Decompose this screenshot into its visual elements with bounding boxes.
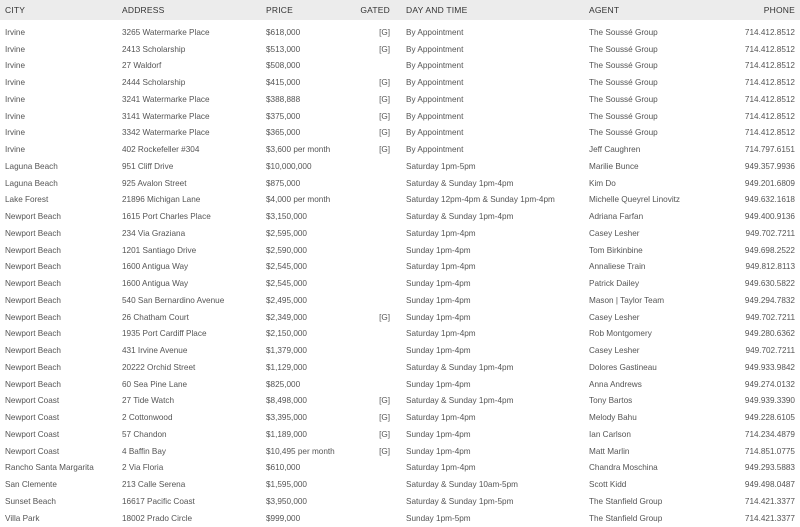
cell-gated: [346, 192, 392, 209]
table-row[interactable]: [0, 409, 800, 426]
table-header: [0, 0, 800, 20]
cell-city: Irvine: [5, 78, 26, 88]
cell-agent: Patrick Dailey: [589, 279, 640, 289]
cell-price: $3,150,000: [266, 212, 307, 222]
cell-gated: [G]: [379, 312, 390, 322]
cell-city: Newport Beach: [5, 362, 61, 372]
table-row[interactable]: [0, 326, 800, 343]
cell-agent: Adriana Farfan: [589, 212, 644, 222]
cell-day-time: Sunday 1pm-5pm: [406, 513, 471, 523]
cell-city: Newport Beach: [5, 379, 61, 389]
cell-phone[interactable]: 714.421.3377: [744, 513, 795, 523]
cell-day-time: By Appointment: [406, 61, 464, 71]
cell-agent: Melody Bahu: [589, 413, 637, 423]
cell-phone[interactable]: 949.933.9842: [744, 362, 795, 372]
cell-city: Newport Coast: [5, 396, 60, 406]
cell-price: $4,000 per month: [266, 195, 331, 205]
cell-phone[interactable]: 949.698.2522: [744, 245, 795, 255]
table-row[interactable]: [0, 342, 800, 359]
table-row[interactable]: [0, 259, 800, 276]
table-row[interactable]: [0, 359, 800, 376]
cell-address: 1615 Port Charles Place: [122, 212, 211, 222]
cell-city: Irvine: [5, 145, 26, 155]
cell-gated: [G]: [379, 396, 390, 406]
cell-gated: [346, 208, 392, 225]
cell-address: 1201 Santiago Drive: [122, 245, 197, 255]
table-row[interactable]: [0, 393, 800, 410]
cell-phone[interactable]: 949.632.1618: [744, 195, 795, 205]
cell-agent: Rob Montgomery: [589, 329, 652, 339]
cell-agent: Anna Andrews: [589, 379, 642, 389]
cell-phone[interactable]: 714.412.8512: [744, 78, 795, 88]
table-row[interactable]: [0, 275, 800, 292]
cell-address: 4 Baffin Bay: [122, 446, 166, 456]
cell-day-time: By Appointment: [406, 44, 464, 54]
table-row[interactable]: [0, 108, 800, 125]
cell-gated: [346, 225, 392, 242]
cell-price: $10,495 per month: [266, 446, 335, 456]
cell-address: 27 Waldorf: [122, 61, 162, 71]
table-row[interactable]: [0, 476, 800, 493]
cell-price: $508,000: [266, 61, 301, 71]
cell-address: 18002 Prado Circle: [122, 513, 193, 523]
cell-phone[interactable]: 949.498.0487: [744, 480, 795, 490]
cell-address: 2 Cottonwood: [122, 413, 173, 423]
cell-city: Newport Beach: [5, 329, 61, 339]
cell-address: 2413 Scholarship: [122, 44, 186, 54]
cell-gated: [346, 359, 392, 376]
cell-address: 3241 Watermarke Place: [122, 94, 210, 104]
cell-address: 2 Via Floria: [122, 463, 164, 473]
cell-phone[interactable]: 714.412.8512: [744, 61, 795, 71]
cell-phone[interactable]: 949.939.3390: [744, 396, 795, 406]
cell-price: $2,495,000: [266, 295, 307, 305]
cell-address: 1935 Port Cardiff Place: [122, 329, 207, 339]
cell-city: Laguna Beach: [5, 161, 58, 171]
cell-gated: [346, 292, 392, 309]
cell-gated: [346, 376, 392, 393]
cell-price: $3,600 per month: [266, 145, 331, 155]
cell-phone[interactable]: 714.797.6151: [744, 145, 795, 155]
cell-price: $618,000: [266, 27, 301, 37]
cell-price: $1,129,000: [266, 362, 307, 372]
cell-address: 16617 Pacific Coast: [122, 496, 195, 506]
cell-phone[interactable]: 949.702.7211: [745, 228, 795, 238]
cell-price: $2,545,000: [266, 279, 307, 289]
cell-phone[interactable]: 949.274.0132: [744, 379, 795, 389]
cell-gated: [346, 493, 392, 510]
cell-city: Irvine: [5, 61, 26, 71]
cell-gated: [G]: [379, 128, 390, 138]
header-day-time[interactable]: DAY AND TIME: [406, 5, 468, 15]
cell-agent: The Soussé Group: [589, 94, 658, 104]
cell-city: Newport Coast: [5, 429, 60, 439]
cell-day-time: Saturday 1pm-5pm: [406, 161, 476, 171]
cell-phone[interactable]: 949.357.9936: [744, 161, 795, 171]
cell-day-time: By Appointment: [406, 111, 464, 121]
cell-price: $610,000: [266, 463, 301, 473]
table-row[interactable]: [0, 158, 800, 175]
cell-gated: [346, 175, 392, 192]
cell-address: 3342 Watermarke Place: [122, 128, 210, 138]
cell-city: Newport Beach: [5, 346, 61, 356]
cell-day-time: Saturday 1pm-4pm: [406, 463, 476, 473]
cell-day-time: Sunday 1pm-4pm: [406, 245, 471, 255]
cell-day-time: Saturday & Sunday 1pm-4pm: [406, 212, 514, 222]
cell-phone[interactable]: 714.421.3377: [744, 496, 795, 506]
table-row[interactable]: [0, 242, 800, 259]
table-row[interactable]: [0, 443, 800, 460]
cell-address: 402 Rockefeller #304: [122, 145, 200, 155]
cell-day-time: Saturday & Sunday 1pm-4pm: [406, 362, 514, 372]
cell-gated: [G]: [379, 44, 390, 54]
cell-gated: [G]: [379, 429, 390, 439]
cell-address: 431 Irvine Avenue: [122, 346, 188, 356]
cell-address: 951 Cliff Drive: [122, 161, 174, 171]
cell-city: Irvine: [5, 44, 26, 54]
cell-agent: Casey Lesher: [589, 312, 640, 322]
cell-address: 1600 Antigua Way: [122, 279, 189, 289]
table-row[interactable]: [0, 58, 800, 75]
cell-city: Newport Beach: [5, 295, 61, 305]
cell-address: 925 Avalon Street: [122, 178, 187, 188]
cell-address: 60 Sea Pine Lane: [122, 379, 188, 389]
table-row[interactable]: [0, 309, 800, 326]
cell-day-time: Sunday 1pm-4pm: [406, 279, 471, 289]
cell-day-time: Saturday 1pm-4pm: [406, 228, 476, 238]
cell-agent: Scott Kidd: [589, 480, 627, 490]
cell-phone[interactable]: 714.234.4879: [744, 429, 795, 439]
cell-gated: [346, 342, 392, 359]
table-row[interactable]: [0, 426, 800, 443]
header-agent[interactable]: AGENT: [589, 5, 620, 15]
cell-phone[interactable]: 714.412.8512: [744, 44, 795, 54]
cell-city: Newport Beach: [5, 312, 61, 322]
header-address[interactable]: ADDRESS: [122, 5, 165, 15]
cell-gated: [G]: [379, 111, 390, 121]
cell-agent: The Stanfield Group: [589, 513, 663, 523]
cell-gated: [346, 510, 392, 527]
cell-phone[interactable]: 949.630.5822: [744, 279, 795, 289]
cell-price: $3,950,000: [266, 496, 307, 506]
cell-agent: The Soussé Group: [589, 78, 658, 88]
cell-price: $1,595,000: [266, 480, 307, 490]
table-row[interactable]: [0, 510, 800, 527]
table-row[interactable]: [0, 225, 800, 242]
cell-address: 2444 Scholarship: [122, 78, 186, 88]
table-row[interactable]: [0, 91, 800, 108]
cell-city: Sunset Beach: [5, 496, 56, 506]
table-row[interactable]: [0, 41, 800, 58]
header-phone[interactable]: PHONE: [763, 5, 795, 15]
cell-city: Irvine: [5, 128, 26, 138]
cell-address: 27 Tide Watch: [122, 396, 175, 406]
cell-address: 540 San Bernardino Avenue: [122, 295, 225, 305]
cell-city: Rancho Santa Margarita: [5, 463, 94, 473]
cell-city: Newport Coast: [5, 446, 60, 456]
cell-phone[interactable]: 949.702.7211: [745, 346, 795, 356]
table-row[interactable]: [0, 175, 800, 192]
cell-day-time: Saturday & Sunday 10am-5pm: [406, 480, 518, 490]
cell-gated: [346, 259, 392, 276]
cell-agent: The Soussé Group: [589, 61, 658, 71]
table-row[interactable]: [0, 208, 800, 225]
cell-address: 1600 Antigua Way: [122, 262, 189, 272]
header-city[interactable]: CITY: [5, 5, 26, 15]
cell-agent: Matt Marlin: [589, 446, 630, 456]
cell-gated: [346, 242, 392, 259]
cell-gated: [G]: [379, 78, 390, 88]
cell-gated: [346, 58, 392, 75]
cell-gated: [346, 326, 392, 343]
cell-agent: Casey Lesher: [589, 228, 640, 238]
cell-city: Lake Forest: [5, 195, 49, 205]
cell-day-time: Saturday 1pm-4pm: [406, 329, 476, 339]
cell-phone[interactable]: 949.201.6809: [744, 178, 795, 188]
cell-price: $825,000: [266, 379, 301, 389]
cell-address: 20222 Orchid Street: [122, 362, 196, 372]
header-price[interactable]: PRICE: [266, 5, 293, 15]
cell-gated: [346, 476, 392, 493]
cell-gated: [G]: [379, 413, 390, 423]
cell-day-time: Sunday 1pm-4pm: [406, 346, 471, 356]
cell-agent: Mason | Taylor Team: [589, 295, 665, 305]
cell-agent: Tony Bartos: [589, 396, 633, 406]
cell-day-time: Saturday 12pm-4pm & Sunday 1pm-4pm: [406, 195, 555, 205]
cell-day-time: Sunday 1pm-4pm: [406, 379, 471, 389]
table-row[interactable]: [0, 493, 800, 510]
cell-city: San Clemente: [5, 480, 57, 490]
cell-city: Newport Beach: [5, 262, 61, 272]
cell-city: Laguna Beach: [5, 178, 58, 188]
cell-agent: Kim Do: [589, 178, 616, 188]
cell-agent: Annaliese Train: [589, 262, 646, 272]
cell-agent: The Soussé Group: [589, 128, 658, 138]
cell-price: $875,000: [266, 178, 301, 188]
cell-city: Newport Beach: [5, 245, 61, 255]
cell-agent: Casey Lesher: [589, 346, 640, 356]
cell-price: $1,189,000: [266, 429, 307, 439]
cell-price: $2,150,000: [266, 329, 307, 339]
cell-gated: [G]: [379, 27, 390, 37]
cell-day-time: Sunday 1pm-4pm: [406, 429, 471, 439]
cell-address: 3141 Watermarke Place: [122, 111, 210, 121]
cell-city: Newport Beach: [5, 279, 61, 289]
cell-price: $3,395,000: [266, 413, 307, 423]
header-gated[interactable]: GATED: [360, 5, 390, 15]
cell-gated: [346, 158, 392, 175]
cell-price: $2,590,000: [266, 245, 307, 255]
table-row[interactable]: [0, 141, 800, 158]
cell-day-time: By Appointment: [406, 94, 464, 104]
cell-phone[interactable]: 714.412.8512: [744, 27, 795, 37]
cell-price: $10,000,000: [266, 161, 312, 171]
cell-gated: [G]: [379, 94, 390, 104]
cell-day-time: Saturday & Sunday 1pm-5pm: [406, 496, 514, 506]
cell-city: Irvine: [5, 94, 26, 104]
cell-day-time: Sunday 1pm-4pm: [406, 312, 471, 322]
cell-city: Newport Beach: [5, 212, 61, 222]
cell-agent: The Stanfield Group: [589, 496, 663, 506]
cell-gated: [346, 275, 392, 292]
cell-day-time: Sunday 1pm-4pm: [406, 446, 471, 456]
cell-city: Newport Beach: [5, 228, 61, 238]
cell-agent: The Soussé Group: [589, 44, 658, 54]
cell-phone[interactable]: 949.280.6362: [744, 329, 795, 339]
cell-phone[interactable]: 714.851.0775: [744, 446, 795, 456]
cell-agent: The Soussé Group: [589, 27, 658, 37]
cell-phone[interactable]: 949.702.7211: [745, 312, 795, 322]
table-body: [0, 20, 800, 527]
cell-address: 26 Chatham Court: [122, 312, 189, 322]
cell-agent: Chandra Moschina: [589, 463, 658, 473]
cell-address: 3265 Watermarke Place: [122, 27, 210, 37]
cell-price: $1,379,000: [266, 346, 307, 356]
cell-price: $375,000: [266, 111, 301, 121]
cell-address: 213 Calle Serena: [122, 480, 186, 490]
cell-day-time: Saturday & Sunday 1pm-4pm: [406, 396, 514, 406]
cell-price: $513,000: [266, 44, 301, 54]
cell-agent: The Soussé Group: [589, 111, 658, 121]
cell-phone[interactable]: 714.412.8512: [744, 111, 795, 121]
cell-price: $2,545,000: [266, 262, 307, 272]
cell-agent: Jeff Caughren: [589, 145, 641, 155]
cell-day-time: Sunday 1pm-4pm: [406, 295, 471, 305]
table-row[interactable]: [0, 74, 800, 91]
cell-day-time: Saturday & Sunday 1pm-4pm: [406, 178, 514, 188]
cell-agent: Dolores Gastineau: [589, 362, 657, 372]
cell-price: $2,595,000: [266, 228, 307, 238]
cell-address: 21896 Michigan Lane: [122, 195, 201, 205]
table-row[interactable]: [0, 292, 800, 309]
cell-phone[interactable]: 714.412.8512: [744, 128, 795, 138]
cell-day-time: Saturday 1pm-4pm: [406, 262, 476, 272]
cell-price: $8,498,000: [266, 396, 307, 406]
cell-agent: Ian Carlson: [589, 429, 631, 439]
cell-agent: Tom Birkinbine: [589, 245, 643, 255]
table-row[interactable]: [0, 460, 800, 477]
cell-day-time: By Appointment: [406, 145, 464, 155]
cell-city: Villa Park: [5, 513, 40, 523]
cell-day-time: By Appointment: [406, 27, 464, 37]
cell-address: 234 Via Graziana: [122, 228, 186, 238]
cell-city: Newport Coast: [5, 413, 60, 423]
table-row[interactable]: [0, 192, 800, 209]
cell-address: 57 Chandon: [122, 429, 167, 439]
cell-phone[interactable]: 949.294.7832: [744, 295, 795, 305]
cell-gated: [G]: [379, 145, 390, 155]
table-row[interactable]: [0, 125, 800, 142]
cell-city: Irvine: [5, 27, 26, 37]
cell-agent: Marilie Bunce: [589, 161, 639, 171]
cell-day-time: Saturday 1pm-4pm: [406, 413, 476, 423]
cell-price: $999,000: [266, 513, 301, 523]
cell-day-time: By Appointment: [406, 128, 464, 138]
cell-price: $388,888: [266, 94, 301, 104]
cell-phone[interactable]: 949.812.8113: [745, 262, 795, 272]
table-row[interactable]: [0, 20, 800, 41]
cell-phone[interactable]: 949.228.6105: [744, 413, 795, 423]
cell-price: $365,000: [266, 128, 301, 138]
cell-price: $415,000: [266, 78, 301, 88]
cell-agent: Michelle Queyrel Linovitz: [589, 195, 681, 205]
cell-gated: [G]: [379, 446, 390, 456]
cell-gated: [346, 460, 392, 477]
cell-price: $2,349,000: [266, 312, 307, 322]
cell-city: Irvine: [5, 111, 26, 121]
table-row[interactable]: [0, 376, 800, 393]
cell-phone[interactable]: 714.412.8512: [744, 94, 795, 104]
cell-phone[interactable]: 949.400.9136: [744, 212, 795, 222]
cell-phone[interactable]: 949.293.5883: [744, 463, 795, 473]
cell-day-time: By Appointment: [406, 78, 464, 88]
